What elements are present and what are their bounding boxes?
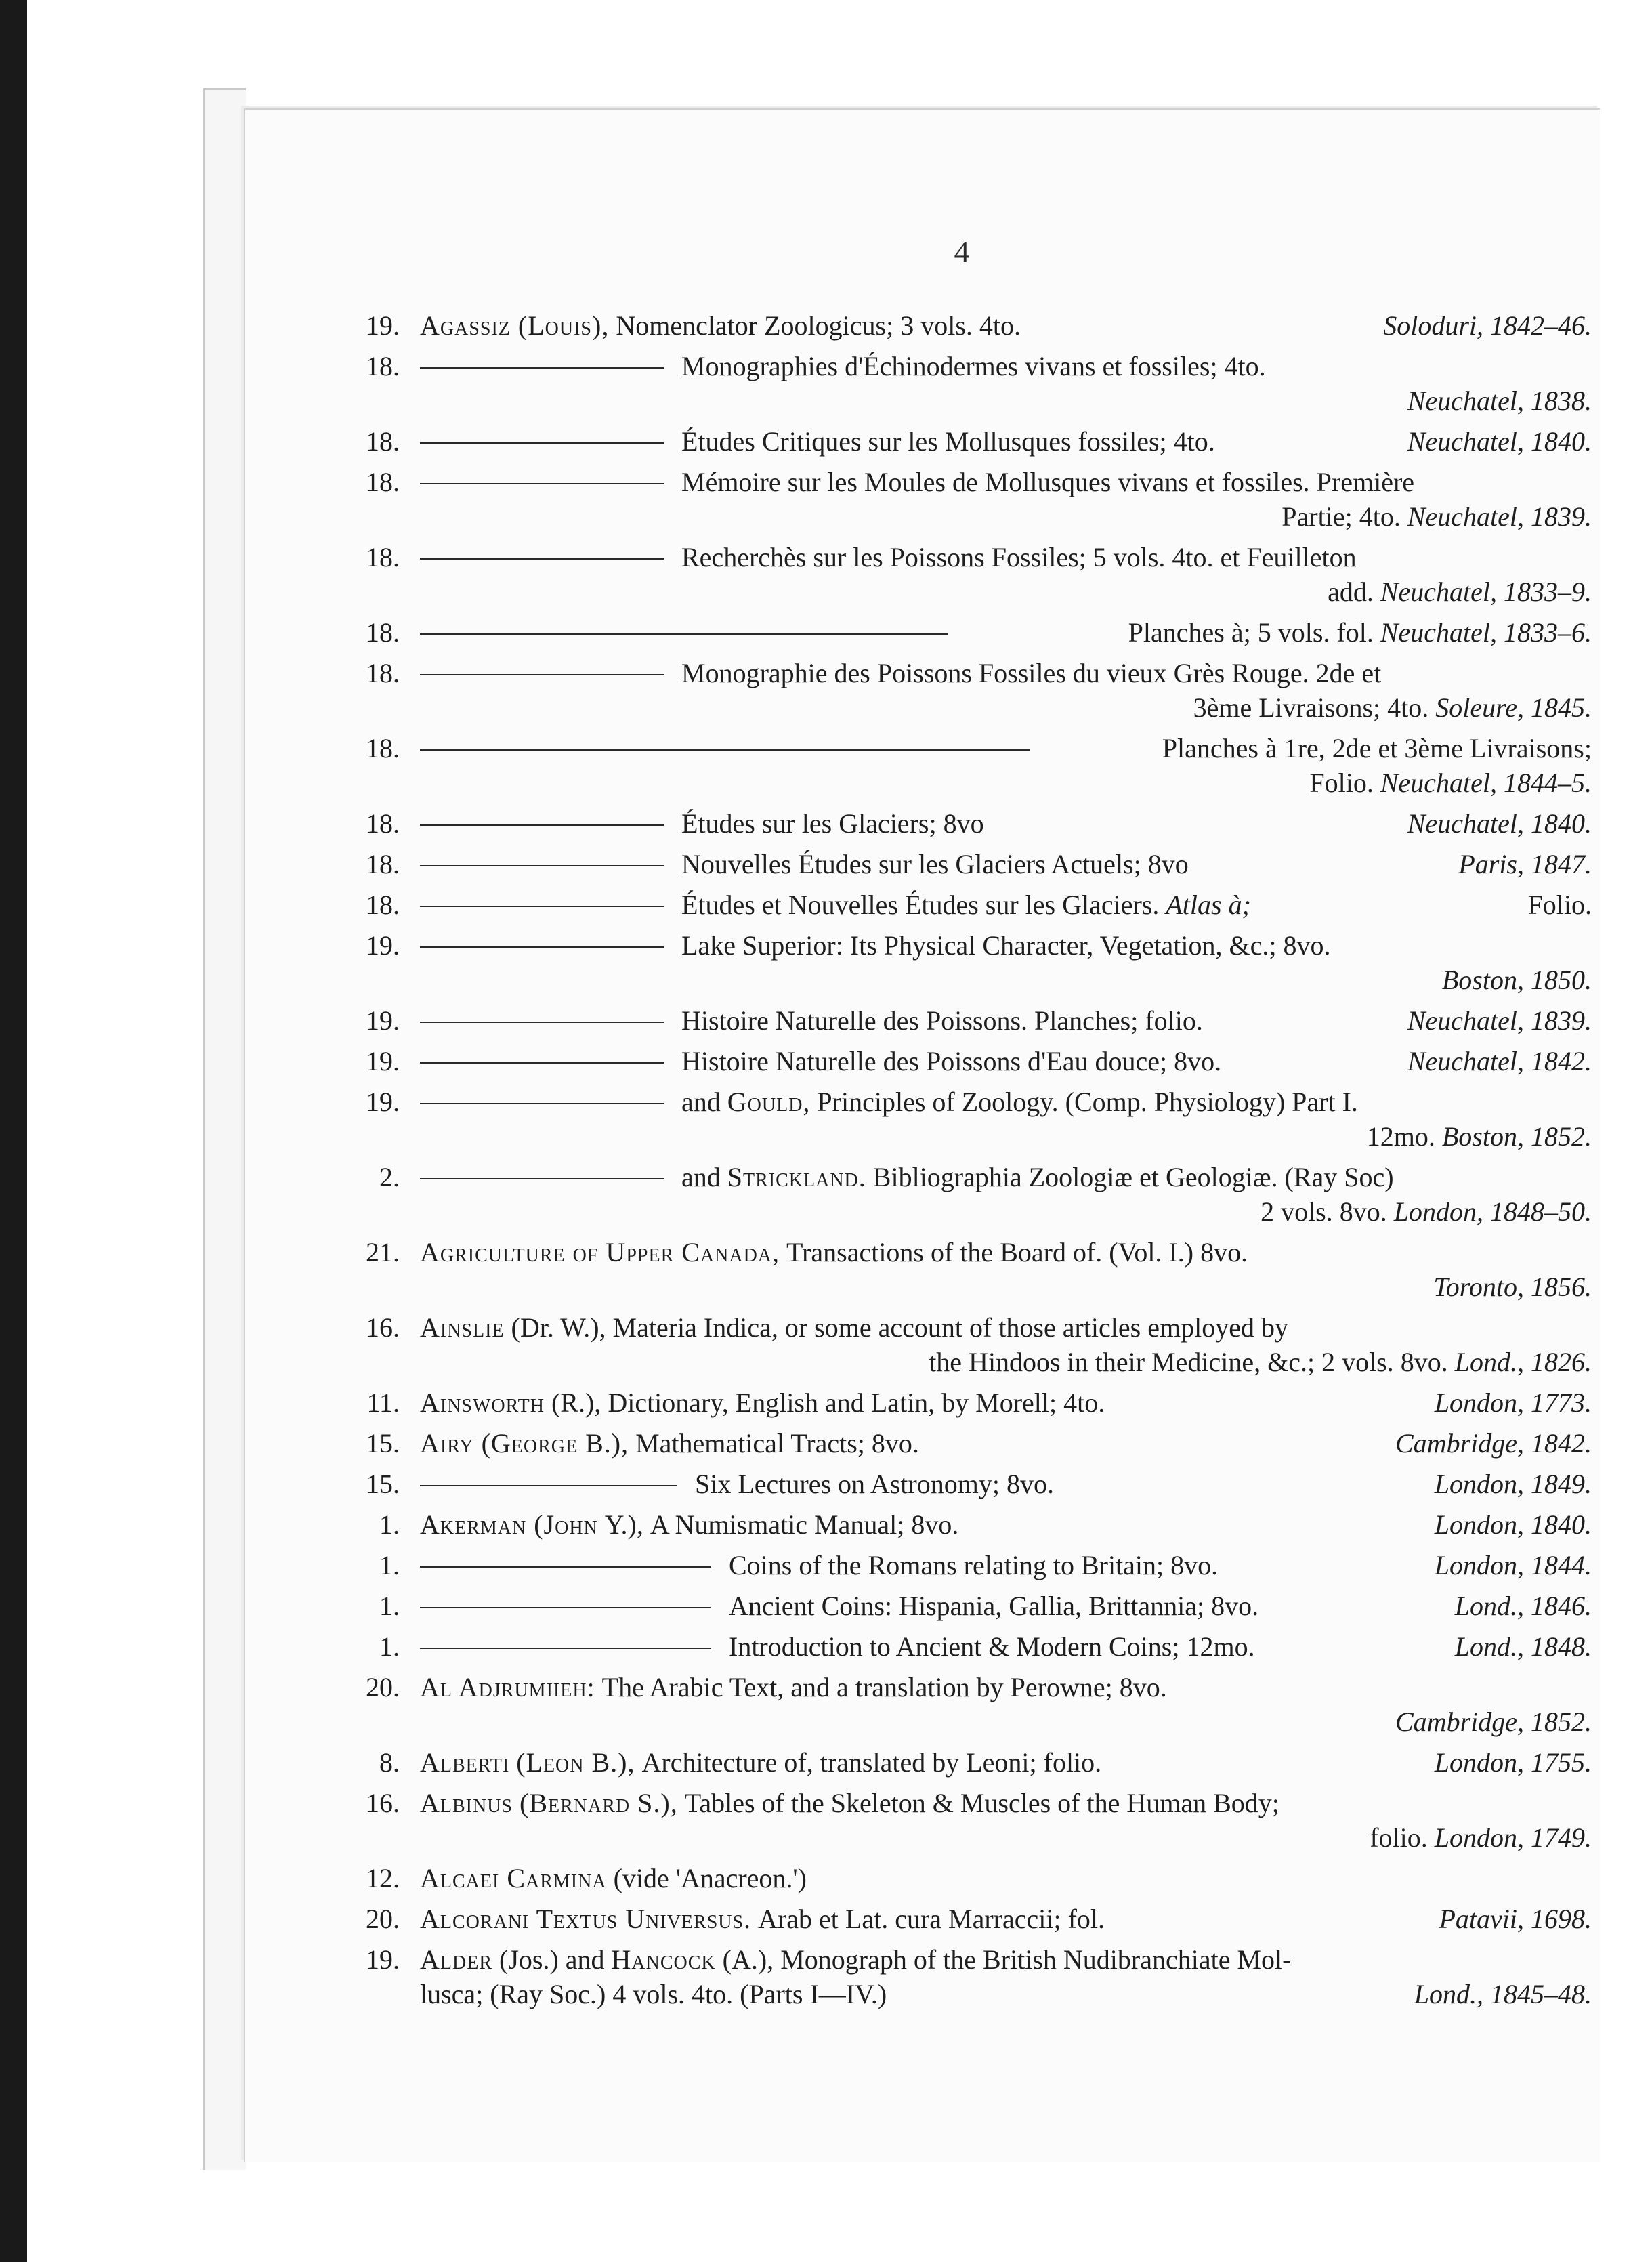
entry-title: Lake Superior: Its Physical Character, Vegetation, &c.; 8vo.	[681, 930, 1331, 961]
entry-imprint: London, 1848–50.	[1393, 1196, 1592, 1227]
catalog-entry	[352, 1507, 1598, 1542]
catalog-entry	[352, 1426, 1598, 1461]
entry-continuation: the Hindoos in their Medicine, &c.; 2 vols. 8vo.	[929, 1347, 1448, 1377]
entry-author-detail: (R.),	[551, 1387, 601, 1418]
entry-author: Airy (George B.),	[420, 1428, 629, 1459]
entry-title: Tables of the Skeleton & Muscles of the Human Body;	[684, 1788, 1279, 1818]
entry-and: and	[681, 1162, 721, 1192]
entry-imprint: Neuchatel, 1844–5.	[1380, 768, 1592, 798]
entry-number: 1.	[379, 1509, 400, 1540]
entry-author-detail: Y.),	[604, 1509, 643, 1540]
entry-number: 18.	[366, 467, 400, 497]
entry-author-detail: (Jos.) and	[499, 1944, 605, 1975]
entry-imprint: Lond., 1845–48.	[1414, 1979, 1592, 2009]
ditto-dash	[420, 442, 664, 444]
catalog-entry	[352, 308, 1598, 343]
entry-number: 19.	[366, 1005, 400, 1036]
entry-imprint: Soleure, 1845.	[1435, 692, 1592, 723]
entry-imprint: Neuchatel, 1840.	[1407, 808, 1592, 839]
entry-imprint: London, 1755.	[1434, 1747, 1592, 1778]
entry-number: 19.	[366, 930, 400, 961]
ditto-dash	[420, 906, 664, 907]
entry-imprint: Neuchatel, 1842.	[1407, 1046, 1592, 1076]
entry-number: 18.	[366, 889, 400, 920]
catalog-entry	[352, 1670, 1598, 1739]
entry-author: Albinus	[420, 1788, 513, 1818]
catalog-entry	[352, 1745, 1598, 1780]
entry-number: 1.	[379, 1631, 400, 1662]
entry-number: 20.	[366, 1904, 400, 1934]
entry-imprint: London, 1840.	[1434, 1509, 1592, 1540]
entry-number: 18.	[366, 351, 400, 381]
entry-title: Materia Indica, or some account of those articles employed by	[612, 1312, 1288, 1343]
catalog-entry	[352, 1467, 1598, 1501]
entry-continuation: 2 vols. 8vo.	[1261, 1196, 1387, 1227]
entry-title: Six Lectures on Astronomy; 8vo.	[695, 1469, 1054, 1499]
entry-imprint: Lond., 1848.	[1454, 1631, 1592, 1662]
catalog-entry	[352, 349, 1598, 418]
entry-title: Monographie des Poissons Fossiles du vieux Grès Rouge. 2de et	[681, 658, 1382, 688]
entry-title: Histoire Naturelle des Poissons d'Eau douce; 8vo.	[681, 1046, 1222, 1076]
entry-atlas: Atlas à;	[1166, 889, 1251, 920]
catalog-entry	[352, 731, 1598, 800]
entry-imprint: Boston, 1850.	[1441, 965, 1592, 995]
entry-title: Études et Nouvelles Études sur les Glaciers.	[681, 889, 1160, 920]
catalog-entry	[352, 1942, 1598, 2011]
entry-title: Arab et Lat. cura Marraccii; fol.	[758, 1904, 1105, 1934]
entry-number: 15.	[366, 1428, 400, 1459]
ditto-dash	[420, 1566, 711, 1568]
entry-title: Histoire Naturelle des Poissons. Planches; folio.	[681, 1005, 1203, 1036]
entry-title: Coins of the Romans relating to Britain; 8vo.	[729, 1550, 1219, 1580]
catalog-entry	[352, 1085, 1598, 1154]
entry-number: 8.	[379, 1747, 400, 1778]
entry-number: 1.	[379, 1591, 400, 1621]
entry-imprint: London, 1849.	[1434, 1469, 1592, 1499]
entry-continuation: lusca; (Ray Soc.) 4 vols. 4to. (Parts I—IV.)	[420, 1979, 887, 2009]
entry-author: Alcorani Textus Universus.	[420, 1904, 752, 1934]
ditto-dash	[420, 633, 948, 635]
entry-title: Planches à; 5 vols. fol.	[1128, 617, 1374, 648]
ditto-dash	[420, 824, 664, 826]
entry-author-detail: (Leon B.),	[516, 1747, 635, 1778]
ditto-dash	[420, 674, 664, 675]
catalog-entry	[352, 806, 1598, 841]
entry-author: Alcaei Carmina	[420, 1863, 607, 1893]
entry-imprint: Neuchatel, 1840.	[1407, 426, 1592, 457]
entry-imprint: Lond., 1826.	[1454, 1347, 1592, 1377]
entry-title: Planches à 1re, 2de et 3ème Livraisons;	[1162, 733, 1592, 763]
entry-author: Alberti	[420, 1747, 510, 1778]
ditto-dash	[420, 1022, 664, 1023]
entry-number: 20.	[366, 1672, 400, 1702]
entry-title: The Arabic Text, and a translation by Perowne; 8vo.	[601, 1672, 1167, 1702]
entry-and: and	[681, 1087, 721, 1117]
entry-imprint: Lond., 1846.	[1454, 1591, 1592, 1621]
entry-title: Transactions of the Board of. (Vol. I.) 8vo.	[786, 1237, 1248, 1268]
ditto-dash	[420, 1485, 677, 1486]
entry-imprint: Soloduri, 1842–46.	[1383, 310, 1592, 341]
entry-number: 12.	[366, 1863, 400, 1893]
ditto-dash	[420, 1648, 711, 1649]
entry-continuation: 3ème Livraisons; 4to.	[1193, 692, 1429, 723]
ditto-dash	[420, 749, 1030, 751]
page-number: 4	[954, 234, 970, 269]
entry-continuation: add.	[1328, 577, 1374, 607]
entry-author: Ainslie	[420, 1312, 505, 1343]
entry-title: Études sur les Glaciers; 8vo	[681, 808, 984, 839]
entry-number: 19.	[366, 1944, 400, 1975]
entry-title: (vide 'Anacreon.')	[613, 1863, 807, 1893]
entry-imprint: London, 1749.	[1434, 1822, 1592, 1853]
catalog-entry	[352, 1003, 1598, 1038]
catalog-entry	[352, 1861, 1598, 1896]
ditto-dash	[420, 946, 664, 948]
entry-coauthor: Gould,	[727, 1087, 811, 1117]
entry-number: 19.	[366, 1046, 400, 1076]
entry-author-detail: (Bernard S.),	[520, 1788, 678, 1818]
entry-title: Principles of Zoology. (Comp. Physiology) Part I.	[817, 1087, 1358, 1117]
entry-title: Dictionary, English and Latin, by Morell; 4to.	[608, 1387, 1105, 1418]
entry-title: Monographies d'Échinodermes vivans et fossiles; 4to.	[681, 351, 1266, 381]
catalog-entry	[352, 1385, 1598, 1420]
entry-imprint: Patavii, 1698.	[1439, 1904, 1592, 1934]
entry-imprint: Paris, 1847.	[1458, 849, 1592, 879]
entry-title: Bibliographia Zoologiæ et Geologiæ. (Ray Soc)	[872, 1162, 1394, 1192]
entry-number: 15.	[366, 1469, 400, 1499]
entry-number: 18.	[366, 733, 400, 763]
book-page-edge	[203, 88, 246, 2170]
entry-coauthor: Strickland.	[727, 1162, 866, 1192]
entry-coauthor: Hancock	[611, 1944, 716, 1975]
entry-title: Monograph of the British Nudibranchiate Mol-	[780, 1944, 1292, 1975]
ditto-dash	[420, 1607, 711, 1608]
entry-title: Nouvelles Études sur les Glaciers Actuels; 8vo	[681, 849, 1189, 879]
catalog-entry	[352, 887, 1598, 922]
catalog-entries	[352, 308, 1598, 2017]
entry-imprint: Toronto, 1856.	[1433, 1272, 1592, 1302]
entry-number: 18.	[366, 658, 400, 688]
catalog-entry	[352, 465, 1598, 534]
entry-imprint: London, 1844.	[1434, 1550, 1592, 1580]
entry-continuation: folio.	[1370, 1822, 1428, 1853]
entry-number: 16.	[366, 1312, 400, 1343]
entry-title: Mémoire sur les Moules de Mollusques vivans et fossiles. Première	[681, 467, 1415, 497]
ditto-dash	[420, 367, 664, 369]
catalog-entry	[352, 615, 1598, 650]
catalog-entry	[352, 1902, 1598, 1936]
catalog-entry	[352, 1310, 1598, 1379]
entry-author: Agassiz (Louis),	[420, 310, 610, 341]
catalog-entry	[352, 1548, 1598, 1583]
entry-number: 18.	[366, 426, 400, 457]
entry-author: Ainsworth	[420, 1387, 545, 1418]
entry-number: 19.	[366, 310, 400, 341]
entry-continuation: Partie; 4to.	[1282, 501, 1401, 532]
catalog-entry	[352, 847, 1598, 881]
entry-title: Études Critiques sur les Mollusques fossiles; 4to.	[681, 426, 1215, 457]
entry-title: Recherchès sur les Poissons Fossiles; 5 vols. 4to. et Feuilleton	[681, 542, 1357, 572]
entry-title: Mathematical Tracts; 8vo.	[635, 1428, 919, 1459]
catalog-entry	[352, 1629, 1598, 1664]
catalog-entry	[352, 1235, 1598, 1304]
catalog-entry	[352, 424, 1598, 459]
entry-author: Akerman (John	[420, 1509, 598, 1540]
entry-author: Agriculture of Upper Canada,	[420, 1237, 780, 1268]
catalog-entry	[352, 928, 1598, 997]
catalog-entry	[352, 1160, 1598, 1229]
entry-title: Architecture of, translated by Leoni; folio.	[641, 1747, 1102, 1778]
entry-imprint: Neuchatel, 1838.	[1407, 385, 1592, 416]
entry-imprint: Neuchatel, 1833–9.	[1380, 577, 1592, 607]
entry-imprint: Neuchatel, 1839.	[1407, 1005, 1592, 1036]
entry-number: 2.	[379, 1162, 400, 1192]
ditto-dash	[420, 865, 664, 866]
entry-number: 18.	[366, 542, 400, 572]
entry-number: 16.	[366, 1788, 400, 1818]
entry-imprint: Boston, 1852.	[1441, 1121, 1592, 1152]
entry-imprint: Cambridge, 1842.	[1395, 1428, 1592, 1459]
entry-imprint: Neuchatel, 1839.	[1407, 501, 1592, 532]
entry-number: 18.	[366, 617, 400, 648]
catalog-entry	[352, 656, 1598, 725]
catalog-entry	[352, 540, 1598, 609]
entry-author: Al Adjrumiieh:	[420, 1672, 595, 1702]
entry-number: 18.	[366, 808, 400, 839]
catalog-entry	[352, 1589, 1598, 1623]
entry-continuation: 12mo.	[1366, 1121, 1435, 1152]
entry-imprint: Neuchatel, 1833–6.	[1380, 617, 1592, 648]
ditto-dash	[420, 1062, 664, 1064]
entry-number: 21.	[366, 1237, 400, 1268]
entry-title: Nomenclator Zoologicus; 3 vols. 4to.	[616, 310, 1021, 341]
entry-author-detail: (Dr. W.),	[511, 1312, 606, 1343]
ditto-dash	[420, 1178, 664, 1179]
entry-coauthor-detail: (A.),	[722, 1944, 774, 1975]
entry-title: Ancient Coins: Hispania, Gallia, Brittannia; 8vo.	[729, 1591, 1259, 1621]
scan-dark-edge	[0, 0, 27, 2262]
entry-number: 11.	[366, 1387, 400, 1418]
ditto-dash	[420, 1103, 664, 1104]
entry-number: 18.	[366, 849, 400, 879]
entry-imprint: Cambridge, 1852.	[1395, 1706, 1592, 1737]
entry-author: Alder	[420, 1944, 492, 1975]
catalog-entry	[352, 1044, 1598, 1078]
entry-number: 19.	[366, 1087, 400, 1117]
entry-imprint: London, 1773.	[1434, 1387, 1592, 1418]
entry-title: Introduction to Ancient & Modern Coins; 12mo.	[729, 1631, 1255, 1662]
ditto-dash	[420, 558, 664, 560]
ditto-dash	[420, 483, 664, 484]
entry-number: 1.	[379, 1550, 400, 1580]
entry-continuation: Folio.	[1309, 768, 1374, 798]
entry-title: A Numismatic Manual; 8vo.	[650, 1509, 959, 1540]
catalog-entry	[352, 1786, 1598, 1855]
entry-format: Folio.	[1527, 889, 1592, 920]
